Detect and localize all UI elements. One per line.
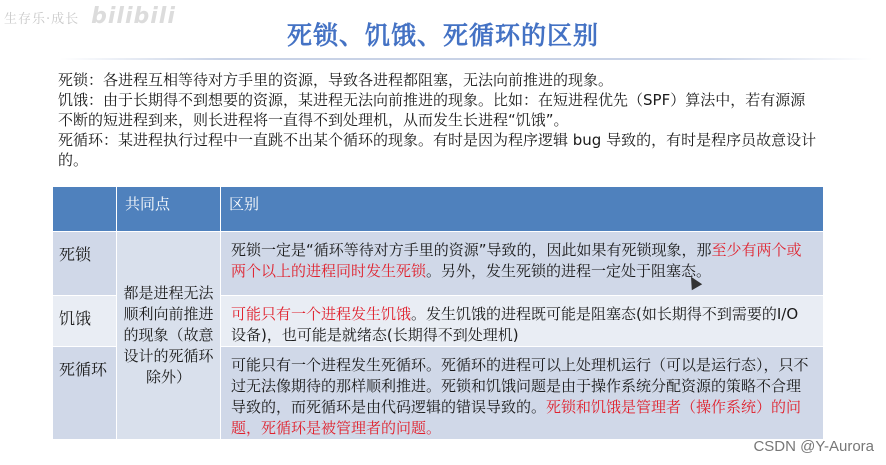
intro-starvation: 饥饿：由于长期得不到想要的资源，某进程无法向前推进的现象。比如：在短进程优先（SPF）算法中，若有源源不断的短进程到来，则长进程将一直得不到处理机，从而发生长进程“饥饿”。 — [58, 91, 806, 129]
bilibili-logo: bilibili — [91, 4, 176, 29]
comparison-table — [52, 186, 824, 440]
header-common: 共同点 — [117, 187, 221, 232]
row-name-starvation: 饥饿 — [53, 296, 117, 347]
diff-deadlock-highlight: 至少有两个或两个以上的进程同时发生死锁 — [231, 241, 802, 280]
row-name-deadlock: 死锁 — [53, 232, 117, 296]
diff-starvation-highlight: 可能只有一个进程发生饥饿 — [231, 305, 412, 323]
diff-deadlock — [221, 232, 824, 296]
diff-loop-text-a: 可能只有一个进程发生死循环。死循环的进程可以上处理机运行（可以是运行态），只不过无法像期待的那样顺利推进。死锁和饥饿问题是由于操作系统分配资源的策略不合理导致的，而死循环是由代码逻辑的错误导致的。 — [231, 356, 809, 416]
title-divider — [60, 58, 872, 60]
diff-starvation — [221, 296, 824, 347]
diff-deadlock-text-b: 。另外，发生死锁的进程一定处于阻塞态。 — [426, 262, 712, 280]
intro-text — [58, 70, 818, 170]
header-difference: 区别 — [221, 187, 824, 232]
common-point: 都是进程无法顺利向前推进的现象（故意设计的死循环除外） — [117, 232, 221, 440]
diff-deadlock-text-a: 死锁一定是“循环等待对方手里的资源”导致的，因此如果有死锁现象，那 — [231, 241, 712, 259]
header-blank — [53, 187, 117, 232]
page-title: 死锁、饥饿、死循环的区别 — [286, 21, 599, 50]
intro-deadlock: 死锁：各进程互相等待对方手里的资源，导致各进程都阻塞，无法向前推进的现象。 — [58, 71, 614, 89]
row-name-infinite-loop: 死循环 — [53, 347, 117, 440]
watermark-text: 生存乐·成长 — [4, 12, 80, 27]
diff-starvation-text-b: 。发生饥饿的进程既可能是阻塞态(如长期得不到需要的I/O设备)，也可能是就绪态(长期得不到处理机) — [231, 305, 799, 344]
diff-loop-highlight: 死锁和饥饿是管理者（操作系统）的问题，死循环是被管理者的问题。 — [231, 398, 802, 437]
table-header-row — [53, 187, 824, 232]
table-row — [53, 232, 824, 296]
diff-infinite-loop — [221, 347, 824, 440]
source-credit: CSDN @Y-Aurora — [753, 438, 874, 455]
intro-infinite-loop: 死循环：某进程执行过程中一直跳不出某个循环的现象。有时是因为程序逻辑 bug 导致的，有时是程序员故意设计的。 — [58, 131, 817, 169]
